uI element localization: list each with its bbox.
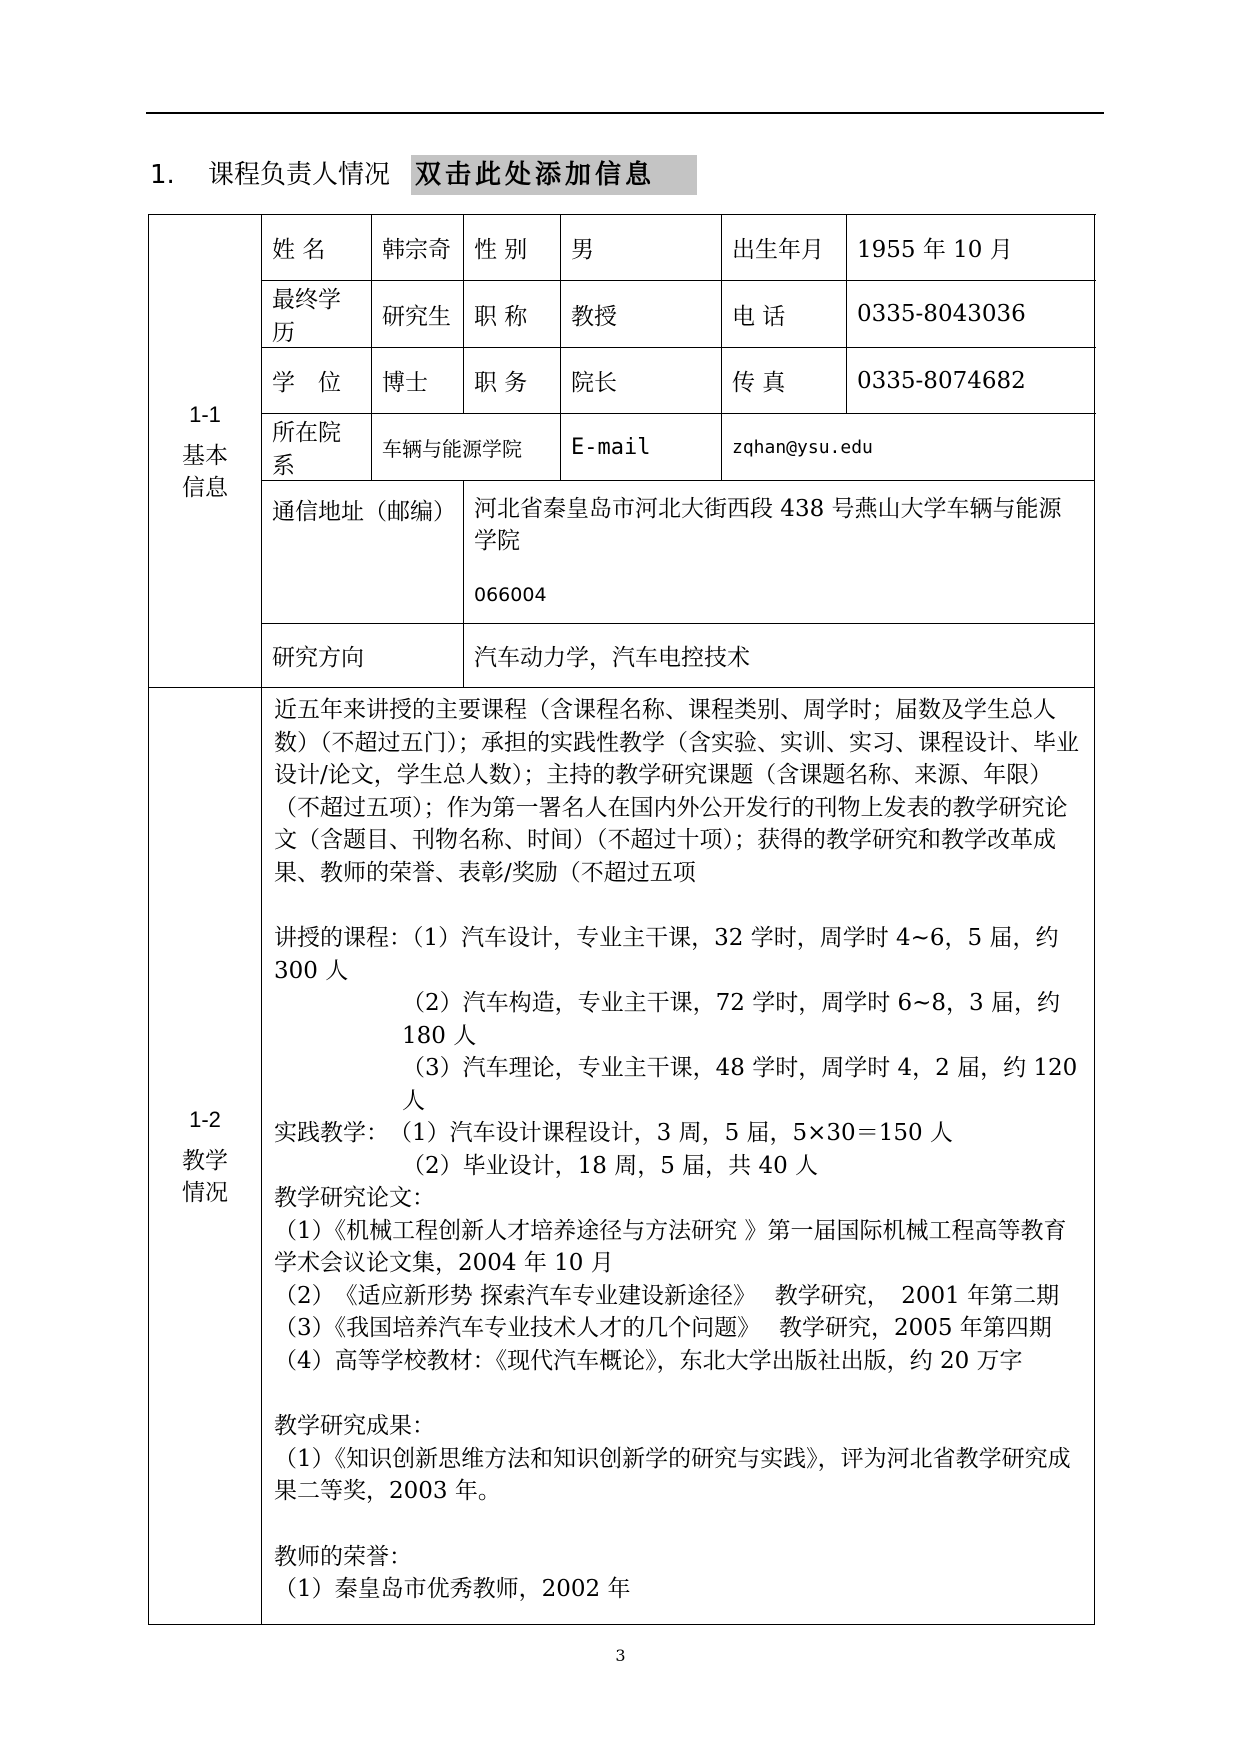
name-label: 姓 名: [262, 215, 372, 281]
birth-value: 1955 年 10 月: [847, 215, 1095, 281]
birth-label: 出生年月: [722, 215, 847, 281]
teaching-instruction: 近五年来讲授的主要课程（含课程名称、课程类别、周学时；届数及学生总人数）（不超过五门）；承担的实践性教学（含实验、实训、实习、课程设计、毕业设计/论文，学生总人数）；主持的教学研究课题（含课题名称、来源、年限）（不超过五项）；作为第一署名人在国内外公开发行的刊物上发表的教学研究论文（含题目、刊物名称、时间）（不超过十项）；获得的教学研究和教学改革成果、教师的荣誉、表彰/奖励（不超过五项: [274, 697, 1079, 886]
achievement-item: （1）《知识创新思维方法和知识创新学的研究与实践》，评为河北省教学研究成果二等奖，2003 年。: [274, 1445, 1071, 1504]
dept-label: 所在院系: [262, 414, 372, 481]
page-number: 3: [615, 1646, 626, 1665]
paper-item: （2） 《适应新形势 探索汽车专业建设新途径》 教学研究， 2001 年第二期: [274, 1282, 1060, 1309]
papers-heading: 教学研究论文：: [274, 1185, 435, 1211]
gender-value: 男: [561, 215, 722, 281]
top-rule: [146, 112, 1104, 114]
leader-info-table: [148, 214, 1095, 1625]
postcode-value: 066004: [474, 584, 547, 606]
section-title: 课程负责人情况: [208, 160, 391, 190]
phone-label: 电 话: [722, 281, 847, 348]
research-label: 研究方向: [262, 624, 464, 688]
address-value: 河北省秦皇岛市河北大街西段 438 号燕山大学车辆与能源学院: [474, 496, 1062, 554]
fax-value: 0335-8074682: [847, 348, 1095, 414]
course-line: （3）汽车理论，专业主干课，48 学时，周学时 4，2 届，约 120 人: [402, 1055, 1078, 1114]
name-value: 韩宗奇: [372, 215, 464, 281]
email-label: E-mail: [561, 414, 722, 481]
title-label: 职 称: [464, 281, 561, 348]
paper-item: （3）《我国培养汽车专业技术人才的几个问题》 教学研究，2005 年第四期: [274, 1315, 1052, 1341]
position-label: 职 务: [464, 348, 561, 414]
fax-label: 传 真: [722, 348, 847, 414]
section-number: 1.: [150, 160, 175, 190]
teaching-label: 1-2 教学 情况: [149, 688, 262, 1625]
phone-value: 0335-8043036: [847, 281, 1095, 348]
gender-label: 性 别: [464, 215, 561, 281]
section-heading: [150, 160, 390, 190]
address-cell: [464, 481, 1095, 624]
title-value: 教授: [561, 281, 722, 348]
paper-item: （1）《机械工程创新人才培养途径与方法研究 》第一届国际机械工程高等教育学术会议论文集，2004 年 10 月: [274, 1217, 1067, 1276]
education-value: 研究生: [372, 281, 464, 348]
paper-item: （4）高等学校教材：《现代汽车概论》，东北大学出版社出版，约 20 万字: [274, 1347, 1023, 1374]
education-label: 最终学历: [262, 281, 372, 348]
dept-value: 车辆与能源学院: [372, 414, 561, 481]
email-value: zqhan@ysu.edu: [722, 414, 1095, 481]
degree-label: 学 位: [262, 348, 372, 414]
practice-line: 实践教学： （1）汽车设计课程设计，3 周，5 届，5×30＝150 人: [274, 1120, 953, 1146]
honors-heading: 教师的荣誉：: [274, 1543, 412, 1570]
honor-item: （1）秦皇岛市优秀教师，2002 年: [274, 1576, 631, 1602]
course-line: （2）汽车构造，专业主干课，72 学时，周学时 6~8，3 届，约 180 人: [402, 990, 1061, 1049]
basic-info-label: 1-1 基本 信息: [149, 215, 262, 688]
position-value: 院长: [561, 348, 722, 414]
research-value: 汽车动力学，汽车电控技术: [464, 624, 1095, 688]
degree-value: 博士: [372, 348, 464, 414]
add-info-placeholder[interactable]: 双击此处添加信息: [411, 155, 697, 195]
achievements-heading: 教学研究成果：: [274, 1413, 435, 1439]
practice-line: （2）毕业设计，18 周，5 届，共 40 人: [402, 1152, 819, 1179]
course-line: 讲授的课程：（1）汽车设计，专业主干课，32 学时，周学时 4~6，5 届，约 300 人: [274, 925, 1059, 984]
teaching-content: [262, 688, 1095, 1625]
address-label: 通信地址（邮编）: [262, 481, 464, 624]
